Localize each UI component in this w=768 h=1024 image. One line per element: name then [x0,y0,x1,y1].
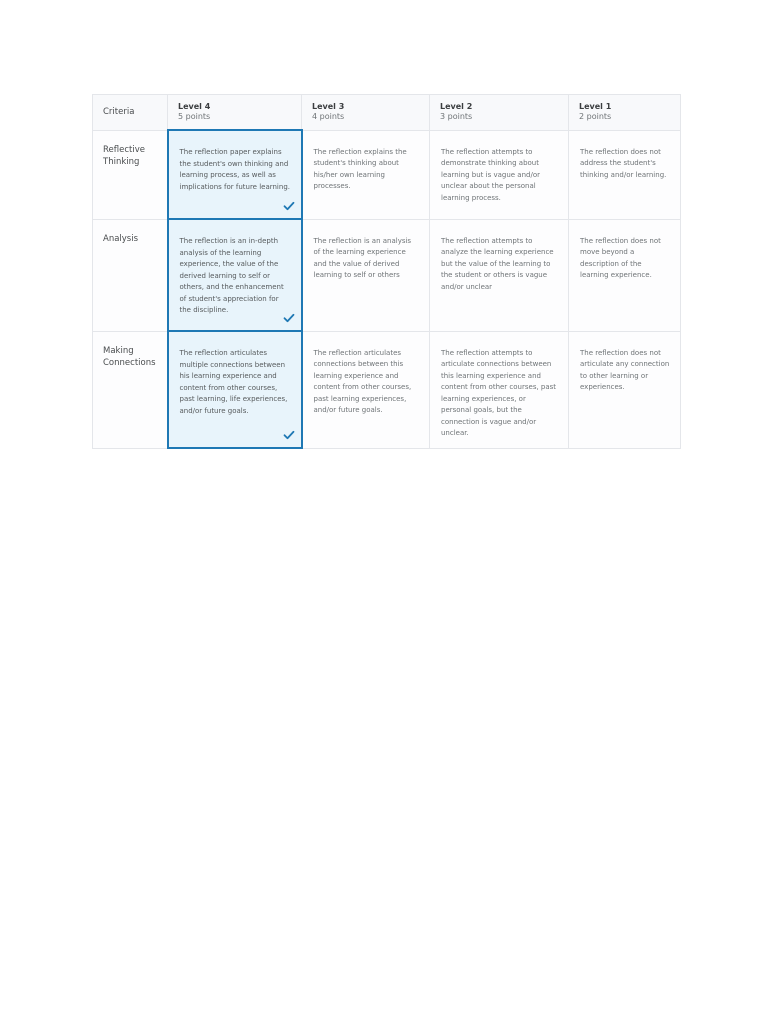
criteria-header-label: Criteria [103,107,135,117]
criterion-label: Reflective Thinking [103,144,145,167]
rubric-cell[interactable] [430,331,569,448]
cell-description: The reflection attempts to articulate connections between this learning experience and content from other courses, past learning experiences, or personal goals, but the connection is vague and/or unclear. [441,348,557,437]
rubric-cell[interactable] [569,130,681,219]
cell-description: The reflection does not move beyond a description of the learning experience. [580,236,661,279]
level-3-header [302,95,430,131]
criterion-cell [93,130,168,219]
rubric-cell[interactable] [430,130,569,219]
rubric-cell-selected[interactable] [168,331,302,448]
level-2-header [430,95,569,131]
level-points: 4 points [312,112,345,121]
cell-description: The reflection articulates connections between this learning experience and content from other courses, past learning experiences, and/or future goals. [313,348,412,414]
rubric-cell[interactable] [302,331,430,448]
level-points: 2 points [579,112,612,121]
cell-description: The reflection attempts to analyze the learning experience but the value of the learning to the student or others is vague and/or unclear [441,236,554,291]
criteria-header [93,95,168,131]
rubric-row-making-connections [93,331,681,448]
rubric-table [92,94,681,449]
checkmark-icon [283,201,295,211]
rubric-cell[interactable] [302,219,430,331]
level-name: Level 4 [178,102,211,111]
criterion-label: Analysis [103,233,139,244]
rubric-cell[interactable] [569,331,681,448]
rubric-cell[interactable] [302,130,430,219]
rubric-row-reflective-thinking [93,130,681,219]
level-points: 3 points [440,112,473,121]
cell-description: The reflection does not articulate any connection to other learning or experiences. [580,348,670,391]
cell-description: The reflection is an analysis of the learning experience and the value of derived learning to self or others [313,236,412,279]
level-1-header [569,95,681,131]
checkmark-icon [283,313,295,323]
cell-description: The reflection articulates multiple connections between his learning experience and content from other courses, past learning, life experiences, and/or future goals. [179,349,288,415]
rubric-row-analysis [93,219,681,331]
rubric-cell-selected[interactable] [168,130,302,219]
rubric-cell[interactable] [569,219,681,331]
rubric-header-row [93,95,681,131]
criterion-label: Making Connections [103,345,156,368]
cell-description: The reflection is an in-depth analysis of the learning experience, the value of the derived learning to self or others, and the enhancement of student's appreciation for the discipline. [179,237,284,314]
level-points: 5 points [178,112,211,121]
checkmark-icon [283,430,295,440]
criterion-cell [93,219,168,331]
level-name: Level 2 [440,102,473,111]
cell-description: The reflection explains the student's thinking about his/her own learning processes. [313,147,407,190]
criterion-cell [93,331,168,448]
level-name: Level 3 [312,102,345,111]
cell-description: The reflection paper explains the student's own thinking and learning process, as well as implications for future learning. [179,148,290,191]
cell-description: The reflection does not address the student's thinking and/or learning. [580,147,667,179]
rubric-cell[interactable] [430,219,569,331]
rubric-cell-selected[interactable] [168,219,302,331]
level-name: Level 1 [579,102,612,111]
cell-description: The reflection attempts to demonstrate thinking about learning but is vague and/or unclear about the personal learning process. [441,147,540,202]
level-4-header [168,95,302,131]
